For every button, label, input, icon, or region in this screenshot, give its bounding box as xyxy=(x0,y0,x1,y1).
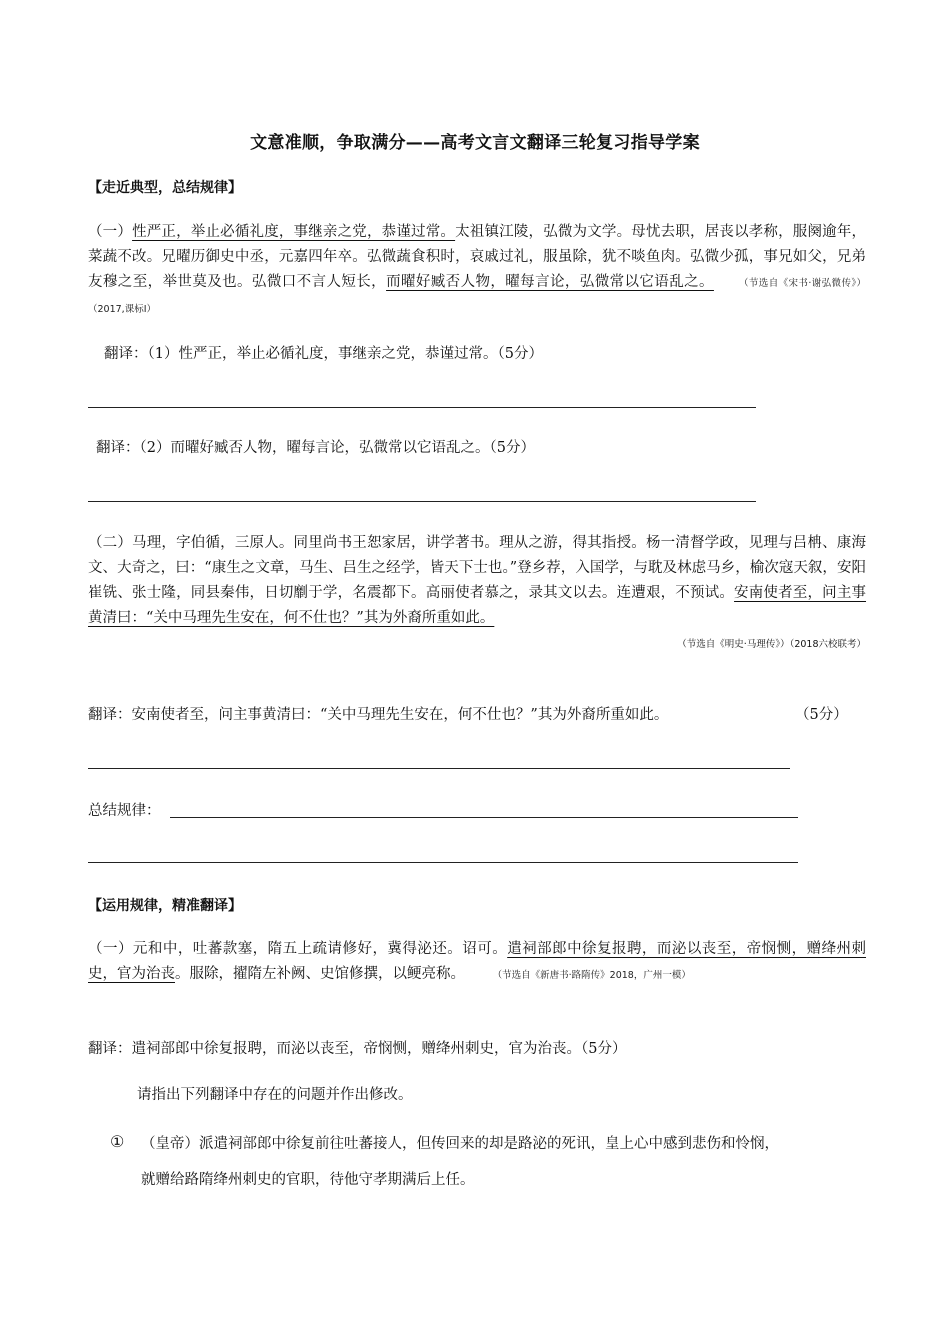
passage-3-text-1: （一）元和中，吐蕃款塞，隋五上疏请修好，冀得泌还。诏可。 xyxy=(88,941,508,957)
summary-label: 总结规律： xyxy=(88,803,161,819)
passage-2-text: （二）马理，字伯循，三原人。同里尚书王恕家居，讲学著书。理从之游，得其指授。杨一清督学政，见理与吕柟、康海文、大奇之，曰：“康生之文章，马生、吕生之经学，皆天下士也。”登乡荐，入国学，与耽及林虑马乡，榆次寇天叙，安阳崔铣、张士隆，同县秦伟，日切劘于学，名震都下。高丽使者慕之，录其文以去。连遭艰，不预试。 xyxy=(88,535,866,601)
item-1-number: ① xyxy=(110,1132,125,1151)
summary-line-1[interactable] xyxy=(170,817,798,818)
summary-line-2[interactable] xyxy=(88,862,798,863)
passage-1-underlined-2: 而曜好臧否人物，曜每言论，弘微常以它语乱之。 xyxy=(386,274,714,290)
item-1-line-1: （皇帝）派遣祠部郎中徐复前往吐蕃接人，但传回来的却是路泌的死讯，皇上心中感到悲伤和怜悯， xyxy=(141,1136,779,1152)
page-title: 文意准顺，争取满分——高考文言文翻译三轮复习指导学案 xyxy=(250,133,700,153)
section-heading-1: 【走近典型，总结规律】 xyxy=(88,180,242,196)
passage-3 xyxy=(88,937,866,988)
answer-line-1[interactable] xyxy=(88,407,756,408)
passage-2-source: （节选自《明史·马理传》）（2018六校联考） xyxy=(677,639,866,650)
passage-1-source: （节选自《宋书·谢弘微传》）（2017,课标Ⅰ） xyxy=(88,278,867,315)
item-1-line-2: 就赠给路隋绛州刺史的官职，待他守孝期满后上任。 xyxy=(141,1172,475,1188)
passage-3-underlined: 遣祠部郎中徐复报聘，而泌以丧至，帝悯恻，赠绛州刺史，官为治丧 xyxy=(88,941,867,982)
passage-1 xyxy=(88,220,866,322)
answer-line-2[interactable] xyxy=(88,501,756,502)
answer-line-3[interactable] xyxy=(88,768,790,769)
passage-1-underlined-1: 性严正，举止必循礼度，事继亲之党，恭谨过常。 xyxy=(132,224,456,240)
passage-1-label: （一） xyxy=(88,224,133,240)
passage-2-underlined: 安南使者至，问主事黄清曰：“关中马理先生安在，何不仕也？”其为外裔所重如此。 xyxy=(88,585,867,626)
question-4: 翻译：遣祠部郎中徐复报聘，而泌以丧至，帝悯恻，赠绛州刺史，官为治丧。（5分） xyxy=(88,1041,627,1057)
question-3: 翻译：安南使者至，问主事黄清曰：“关中马理先生安在，何不仕也？”其为外裔所重如此。 xyxy=(88,707,669,723)
section-heading-2: 【运用规律，精准翻译】 xyxy=(88,898,242,914)
passage-1-text: 太祖镇江陵，弘微为文学。母忧去职，居丧以孝称，服阕逾年，菜蔬不改。兄曜历御史中丞，元嘉四年卒。弘微蔬食积时，哀戚过礼，服虽除，犹不啖鱼肉。弘微少孤，事兄如父，兄弟友穆之至，举世莫及也。弘微口不言人短长， xyxy=(88,224,867,290)
passage-3-text-2: 。服除，擢隋左补阙、史馆修撰，以鲠亮称。 xyxy=(175,966,465,982)
question-3-score: （5分） xyxy=(795,707,848,723)
passage-3-source: （节选自《新唐书·路隋传》2018，广州一模） xyxy=(492,970,691,981)
question-2: 翻译：（2）而曜好臧否人物，曜每言论，弘微常以它语乱之。（5分） xyxy=(96,440,535,456)
question-1: 翻译：（1）性严正，举止必循礼度，事继亲之党，恭谨过常。（5分） xyxy=(104,346,543,362)
instruction: 请指出下列翻译中存在的问题并作出修改。 xyxy=(137,1087,413,1103)
passage-2 xyxy=(88,531,866,631)
